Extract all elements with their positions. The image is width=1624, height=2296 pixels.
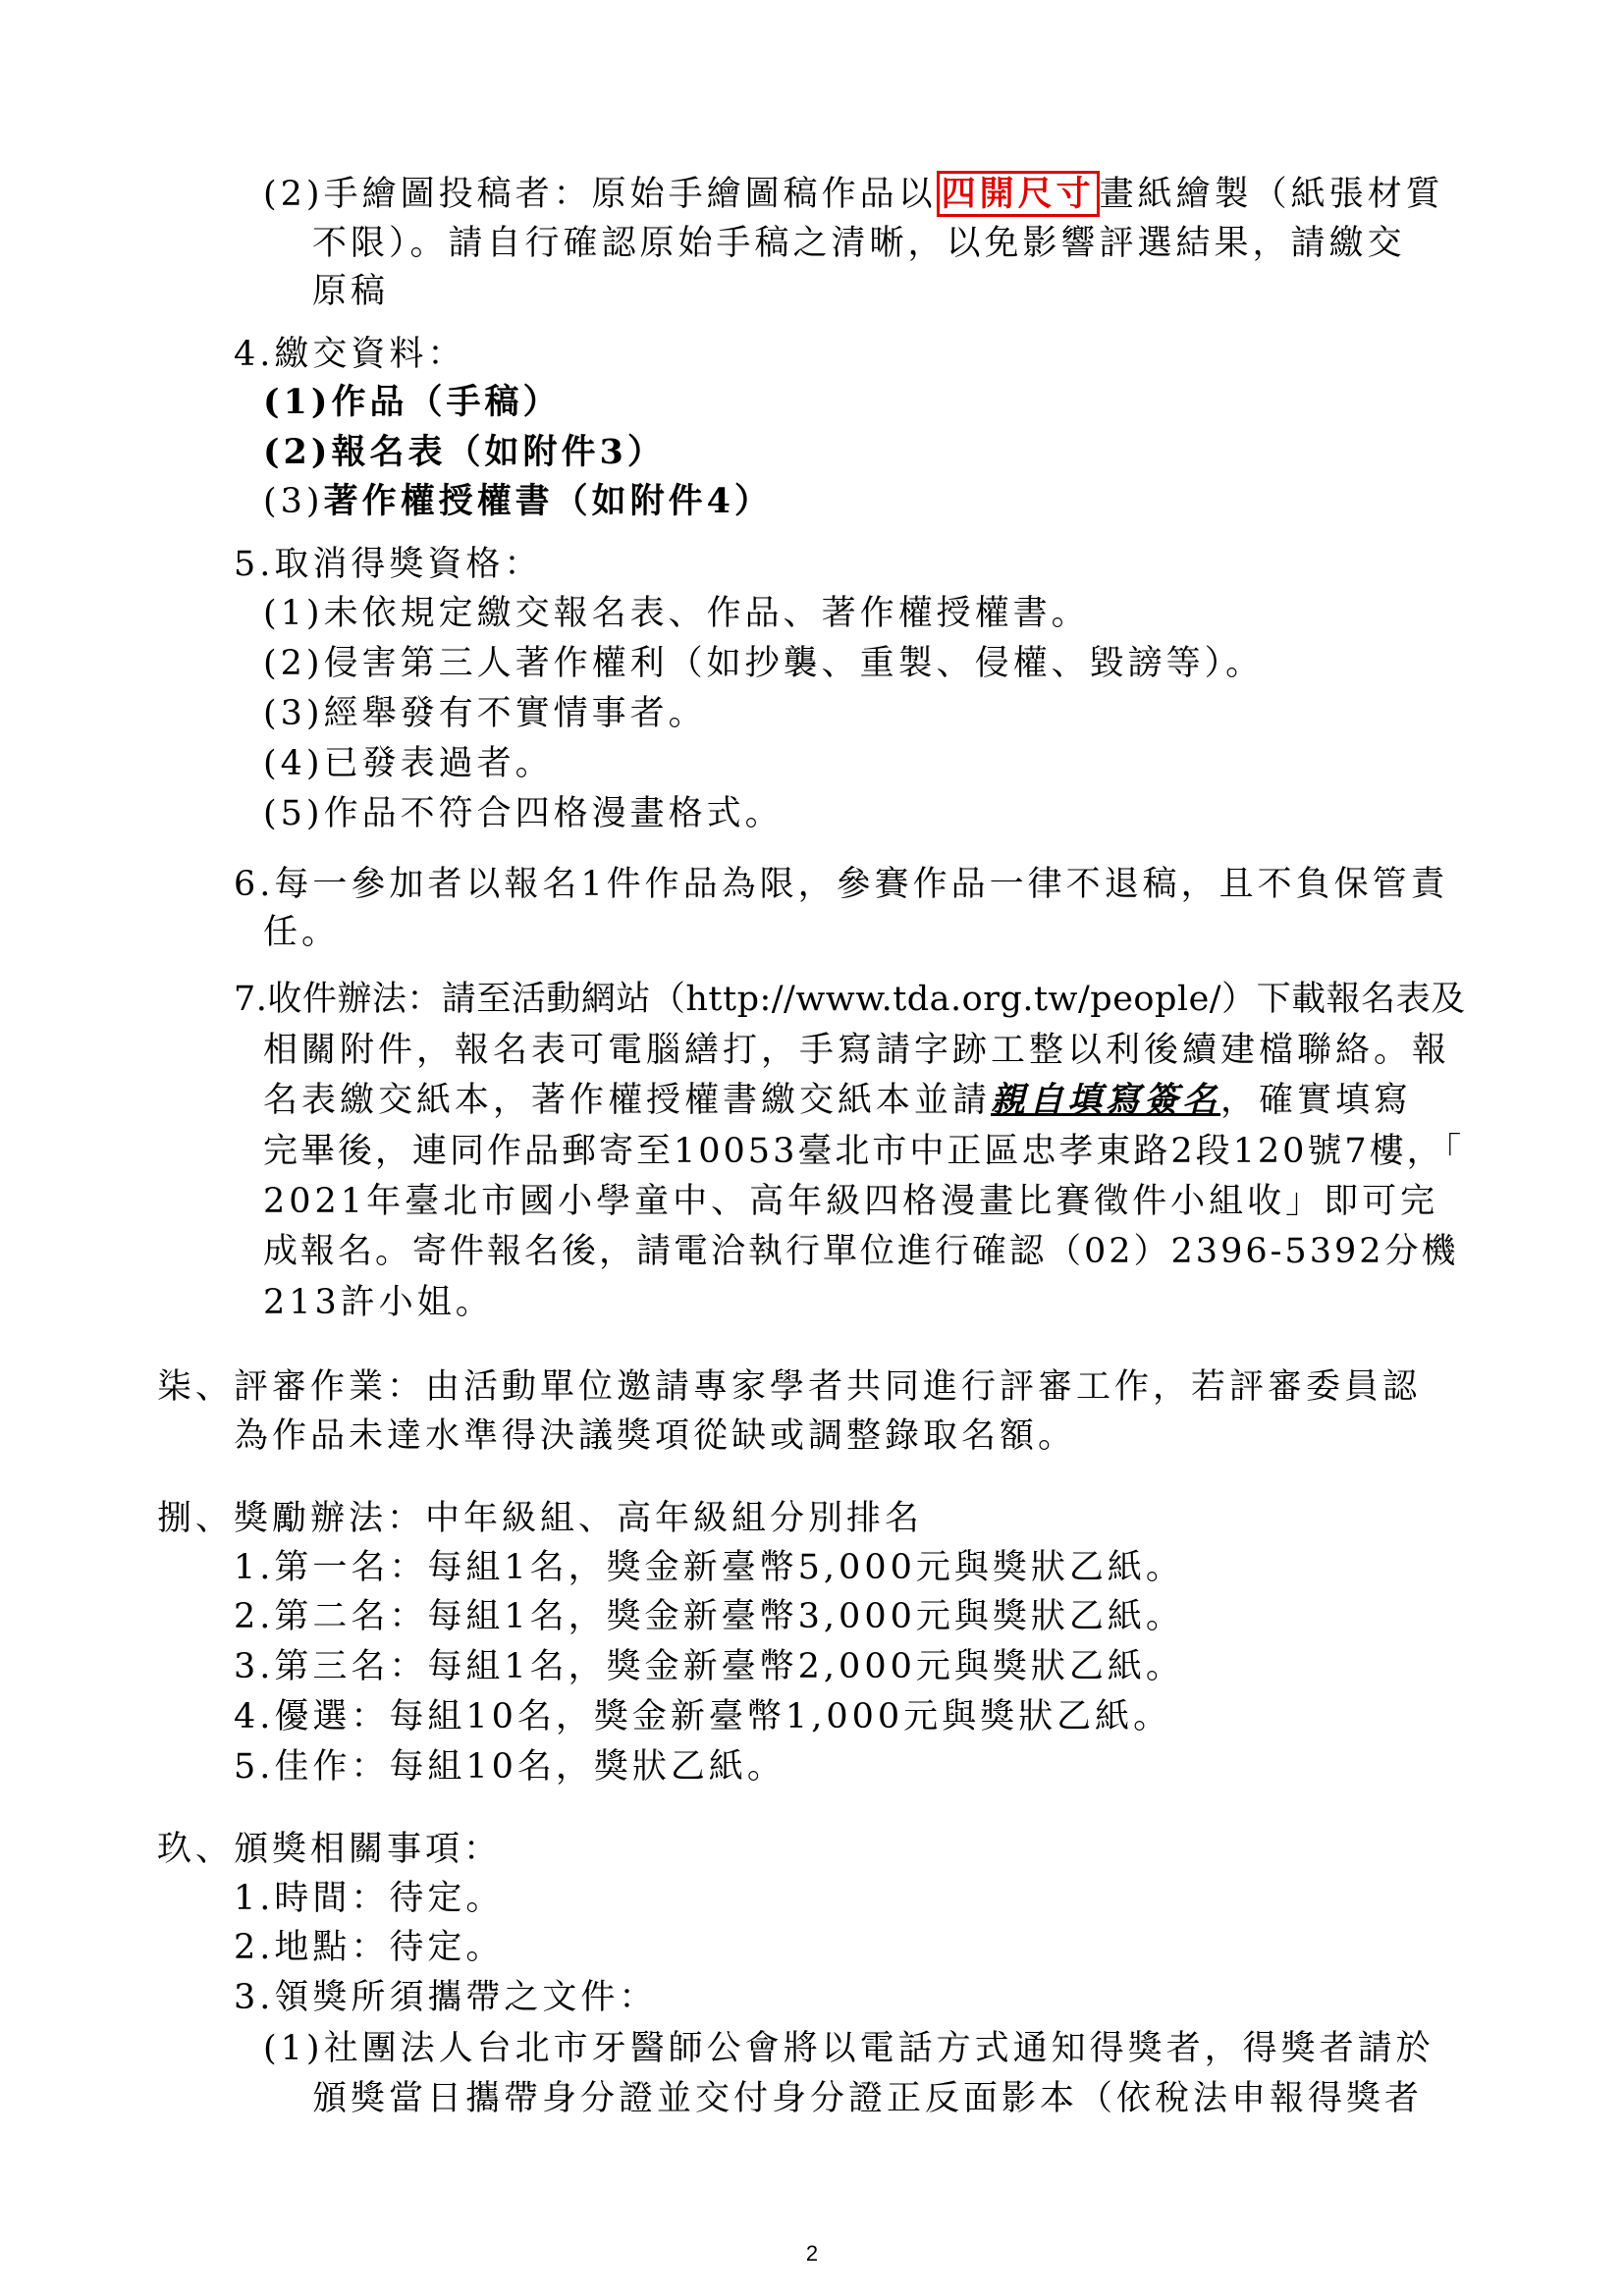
page-number: 2 bbox=[805, 2241, 819, 2266]
list-item: (2)侵害第三人著作權利（如抄襲、重製、侵權、毀謗等）。 bbox=[263, 644, 1265, 683]
text-segment: 畫紙繪製（紙張材質 bbox=[1099, 175, 1444, 214]
paragraph-line: 完畢後，連同作品郵寄至10053臺北市中正區忠孝東路2段120號7樓，「 bbox=[263, 1132, 1465, 1171]
paragraph-line: 不限）。請自行確認原始手稿之清晰，以免影響評選結果，請繳交 bbox=[312, 224, 1406, 263]
paragraph-line: 相關附件，報名表可電腦繕打，手寫請字跡工整以利後續建檔聯絡。報 bbox=[263, 1031, 1451, 1070]
list-item: (1)社團法人台北市牙醫師公會將以電話方式通知得獎者，得獎者請於 bbox=[263, 2029, 1435, 2068]
list-item: 1.時間：待定。 bbox=[234, 1879, 505, 1918]
list-item: 1.第一名：每組1名，獎金新臺幣5,000元與獎狀乙紙。 bbox=[234, 1548, 1184, 1587]
list-item: 5.佳作：每組10名，獎狀乙紙。 bbox=[234, 1747, 785, 1787]
paragraph-line: 為作品未達水準得決議獎項從缺或調整錄取名額。 bbox=[234, 1416, 1077, 1456]
list-item: (3)經舉發有不實情事者。 bbox=[263, 694, 707, 733]
section-heading-disqualification: 5.取消得獎資格： bbox=[234, 545, 543, 584]
paragraph-line: 原稿 bbox=[312, 272, 390, 311]
paragraph-line: 213許小姐。 bbox=[263, 1283, 494, 1322]
list-item: 2.地點：待定。 bbox=[234, 1928, 505, 1967]
list-item: (4)已發表過者。 bbox=[263, 744, 554, 783]
paragraph-line: 2021年臺北市國小學童中、高年級四格漫畫比賽徵件小組收」即可完 bbox=[263, 1182, 1439, 1221]
paragraph-line bbox=[263, 1076, 1412, 1125]
paragraph-line: 7.收件辦法：請至活動網站（http://www.tda.org.tw/people/）下載報名表及 bbox=[234, 980, 1466, 1019]
line-hand-drawn-submission bbox=[263, 170, 1444, 219]
item-text: 著作權授權書（如附件4） bbox=[323, 481, 773, 521]
list-item: (1)未依規定繳交報名表、作品、著作權授權書。 bbox=[263, 594, 1090, 633]
paragraph-line: 6.每一參加者以報名1件作品為限，參賽作品一律不退稿，且不負保管責 bbox=[234, 865, 1449, 904]
paragraph-line: 任。 bbox=[263, 913, 341, 952]
text-segment: ，確實填寫 bbox=[1220, 1081, 1413, 1120]
section-heading-awards: 捌、獎勵辦法：中年級組、高年級組分別排名 bbox=[157, 1499, 924, 1538]
list-item: 2.第二名：每組1名，獎金新臺幣3,000元與獎狀乙紙。 bbox=[234, 1597, 1184, 1636]
list-item: 3.第三名：每組1名，獎金新臺幣2,000元與獎狀乙紙。 bbox=[234, 1647, 1184, 1686]
list-item: (1)作品（手稿） bbox=[263, 382, 562, 422]
list-item: (2)報名表（如附件3） bbox=[263, 432, 666, 472]
text-segment: 名表繳交紙本，著作權授權書繳交紙本並請 bbox=[263, 1081, 992, 1120]
section-heading-ceremony: 玖、頒獎相關事項： bbox=[157, 1830, 503, 1869]
highlighted-size-box: 四開尺寸 bbox=[937, 171, 1100, 217]
list-item: 4.優選：每組10名，獎金新臺幣1,000元與獎狀乙紙。 bbox=[234, 1697, 1172, 1736]
list-item: 3.領獎所須攜帶之文件： bbox=[234, 1978, 658, 2017]
emphasized-signature-note: 親自填寫簽名 bbox=[991, 1080, 1221, 1120]
section-heading-submission-materials: 4.繳交資料： bbox=[234, 335, 466, 374]
item-number: (3) bbox=[263, 482, 324, 521]
list-item: (5)作品不符合四格漫畫格式。 bbox=[263, 794, 784, 833]
paragraph-line: 成報名。寄件報名後，請電洽執行單位進行確認（02）2396-5392分機 bbox=[263, 1232, 1459, 1271]
paragraph-line: 頒獎當日攜帶身分證並交付身分證正反面影本（依稅法申報得獎者 bbox=[312, 2079, 1424, 2118]
section-heading-judging: 柒、評審作業：由活動單位邀請專家學者共同進行評審工作，若評審委員認 bbox=[157, 1367, 1422, 1407]
list-item bbox=[263, 477, 773, 526]
text-segment: (2)手繪圖投稿者：原始手繪圖稿作品以 bbox=[263, 175, 937, 214]
